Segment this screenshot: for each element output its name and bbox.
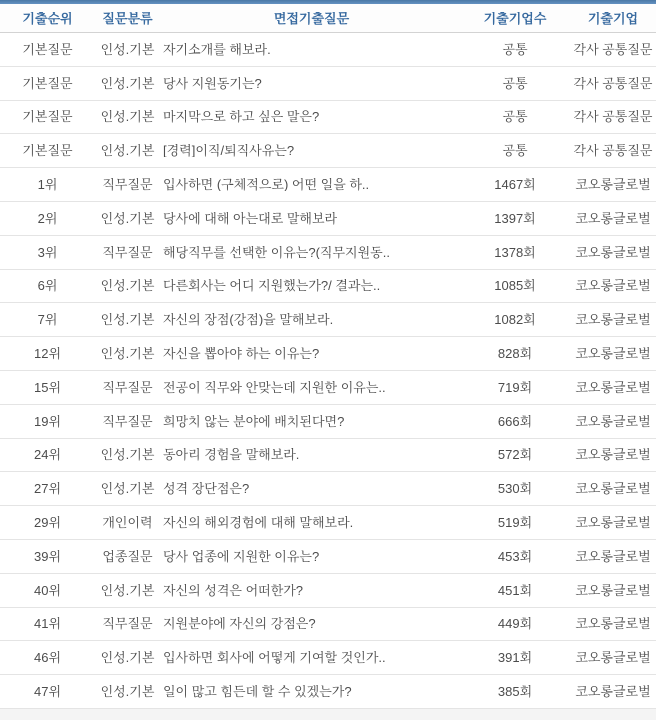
question-cell: 당사 지원동기는?	[163, 76, 262, 90]
rank-cell: 6위	[37, 279, 58, 293]
company-cell: 각사 공통질문	[573, 76, 653, 90]
rank-cell: 40위	[33, 583, 62, 597]
category-cell: 인성.기본	[100, 144, 155, 158]
table-row[interactable]	[0, 472, 656, 506]
question-cell: 전공이 직무와 안맞는데 지원한 이유는..	[163, 380, 386, 394]
count-cell: 1397회	[494, 211, 536, 225]
count-cell: 519회	[497, 516, 533, 530]
count-cell: 449회	[497, 617, 533, 631]
company-cell: 코오롱글로벌	[575, 583, 651, 597]
category-cell: 직무질문	[102, 414, 153, 428]
count-cell: 451회	[497, 583, 533, 597]
table-row[interactable]	[0, 574, 656, 608]
rank-cell: 기본질문	[22, 42, 73, 56]
category-cell: 업종질문	[102, 549, 153, 563]
question-cell: 당사 업종에 지원한 이유는?	[163, 549, 320, 563]
count-cell: 572회	[497, 448, 533, 462]
count-cell: 385회	[497, 685, 533, 699]
question-cell: 마지막으로 하고 싶은 말은?	[163, 110, 320, 124]
count-cell: 719회	[497, 380, 533, 394]
count-cell: 391회	[497, 651, 533, 665]
company-cell: 각사 공통질문	[573, 144, 653, 158]
company-cell: 코오롱글로벌	[575, 211, 651, 225]
column-header-company: 기출기업	[587, 11, 639, 25]
company-cell: 코오롱글로벌	[575, 178, 651, 192]
category-cell: 직무질문	[102, 178, 153, 192]
rank-cell: 15위	[33, 380, 62, 394]
rank-cell: 19위	[33, 414, 62, 428]
category-cell: 직무질문	[102, 617, 153, 631]
rank-cell: 1위	[37, 178, 58, 192]
company-cell: 코오롱글로벌	[575, 482, 651, 496]
table-row[interactable]	[0, 67, 656, 101]
company-cell: 코오롱글로벌	[575, 516, 651, 530]
rank-cell: 3위	[37, 245, 58, 259]
company-cell: 코오롱글로벌	[575, 313, 651, 327]
column-header-count: 기출기업수	[483, 11, 547, 25]
question-cell: 해당직무를 선택한 이유는?(직무지원동..	[163, 245, 390, 259]
question-cell: 일이 많고 힘든데 할 수 있겠는가?	[163, 685, 352, 699]
category-cell: 직무질문	[102, 245, 153, 259]
category-cell: 인성.기본	[100, 279, 155, 293]
question-cell: 당사에 대해 아는대로 말해보라	[163, 211, 338, 225]
company-cell: 코오롱글로벌	[575, 549, 651, 563]
count-cell: 828회	[497, 347, 533, 361]
interview-question-table	[0, 4, 656, 709]
count-cell: 1467회	[494, 178, 536, 192]
table-row[interactable]	[0, 506, 656, 540]
rank-cell: 기본질문	[22, 144, 73, 158]
table-row[interactable]	[0, 168, 656, 202]
question-cell: 입사하면 (구체적으로) 어떤 일을 하..	[163, 178, 370, 192]
question-cell: 자신을 뽑아야 하는 이유는?	[163, 347, 320, 361]
count-cell: 공통	[502, 144, 528, 158]
category-cell: 인성.기본	[100, 211, 155, 225]
bottom-area	[0, 709, 656, 720]
count-cell: 453회	[497, 549, 533, 563]
column-header-question: 면접기출질문	[273, 11, 350, 25]
company-cell: 코오롱글로벌	[575, 380, 651, 394]
table-row[interactable]	[0, 337, 656, 371]
table-row[interactable]	[0, 540, 656, 574]
rank-cell: 39위	[33, 549, 62, 563]
table-row[interactable]	[0, 270, 656, 304]
count-cell: 1085회	[494, 279, 536, 293]
category-cell: 인성.기본	[100, 42, 155, 56]
company-cell: 코오롱글로벌	[575, 685, 651, 699]
column-header-rank: 기출순위	[22, 11, 73, 25]
table-row[interactable]	[0, 405, 656, 439]
question-cell: 성격 장단점은?	[163, 482, 250, 496]
question-cell: [경력]이직/퇴직사유는?	[163, 144, 295, 158]
count-cell: 1378회	[494, 245, 536, 259]
company-cell: 코오롱글로벌	[575, 651, 651, 665]
company-cell: 각사 공통질문	[573, 110, 653, 124]
company-cell: 코오롱글로벌	[575, 347, 651, 361]
rank-cell: 46위	[33, 651, 62, 665]
table-row[interactable]	[0, 675, 656, 709]
category-cell: 인성.기본	[100, 76, 155, 90]
category-cell: 인성.기본	[100, 583, 155, 597]
category-cell: 인성.기본	[100, 482, 155, 496]
category-cell: 인성.기본	[100, 313, 155, 327]
table-row[interactable]	[0, 33, 656, 67]
count-cell: 530회	[497, 482, 533, 496]
table-header-row	[0, 4, 656, 33]
category-cell: 인성.기본	[100, 448, 155, 462]
question-cell: 자신의 해외경험에 대해 말해보라.	[163, 516, 354, 530]
question-cell: 동아리 경험을 말해보라.	[163, 448, 300, 462]
count-cell: 공통	[502, 76, 528, 90]
question-cell: 희망치 않는 분야에 배치된다면?	[163, 414, 345, 428]
table-row[interactable]	[0, 641, 656, 675]
category-cell: 직무질문	[102, 380, 153, 394]
rank-cell: 47위	[33, 685, 62, 699]
question-cell: 다른회사는 어디 지원했는가?/ 결과는..	[163, 279, 381, 293]
company-cell: 코오롱글로벌	[575, 617, 651, 631]
category-cell: 개인이력	[102, 516, 153, 530]
category-cell: 인성.기본	[100, 651, 155, 665]
count-cell: 공통	[502, 110, 528, 124]
table-row[interactable]	[0, 608, 656, 642]
table-row[interactable]	[0, 202, 656, 236]
table-row[interactable]	[0, 134, 656, 168]
category-cell: 인성.기본	[100, 347, 155, 361]
rank-cell: 12위	[33, 347, 62, 361]
rank-cell: 2위	[37, 211, 58, 225]
rank-cell: 24위	[33, 448, 62, 462]
company-cell: 코오롱글로벌	[575, 414, 651, 428]
category-cell: 인성.기본	[100, 685, 155, 699]
rank-cell: 27위	[33, 482, 62, 496]
count-cell: 1082회	[494, 313, 536, 327]
column-header-category: 질문분류	[102, 11, 153, 25]
table-row[interactable]	[0, 439, 656, 473]
company-cell: 각사 공통질문	[573, 42, 653, 56]
count-cell: 666회	[497, 414, 533, 428]
table-row[interactable]	[0, 101, 656, 135]
rank-cell: 기본질문	[22, 110, 73, 124]
table-row[interactable]	[0, 303, 656, 337]
company-cell: 코오롱글로벌	[575, 279, 651, 293]
question-cell: 자신의 장점(강점)을 말해보라.	[163, 313, 334, 327]
question-cell: 입사하면 회사에 어떻게 기여할 것인가..	[163, 651, 386, 665]
count-cell: 공통	[502, 42, 528, 56]
question-cell: 지원분야에 자신의 강점은?	[163, 617, 316, 631]
rank-cell: 41위	[33, 617, 62, 631]
question-cell: 자신의 성격은 어떠한가?	[163, 583, 304, 597]
company-cell: 코오롱글로벌	[575, 245, 651, 259]
company-cell: 코오롱글로벌	[575, 448, 651, 462]
category-cell: 인성.기본	[100, 110, 155, 124]
table-row[interactable]	[0, 371, 656, 405]
question-cell: 자기소개를 해보라.	[163, 42, 271, 56]
rank-cell: 기본질문	[22, 76, 73, 90]
rank-cell: 29위	[33, 516, 62, 530]
rank-cell: 7위	[37, 313, 58, 327]
table-body	[0, 33, 656, 709]
table-row[interactable]	[0, 236, 656, 270]
